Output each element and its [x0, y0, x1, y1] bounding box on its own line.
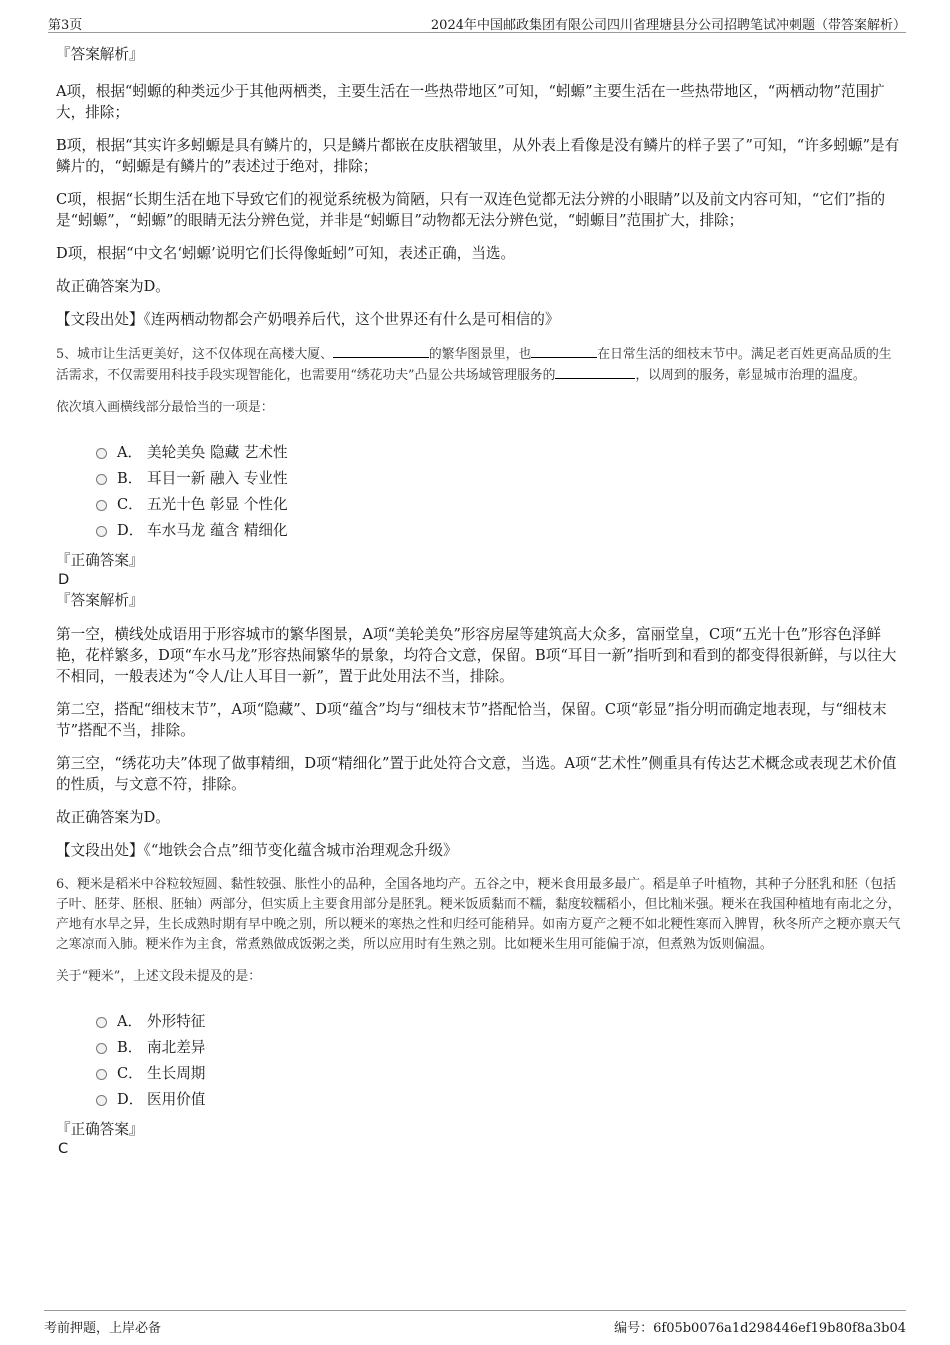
q5-blank-2 [531, 344, 597, 358]
q6-option-d[interactable]: D． 医用价值 [96, 1085, 902, 1111]
radio-icon[interactable] [96, 474, 107, 485]
document-id: 编号：6f05b0076a1d298446ef19b80f8a3b04 [614, 1321, 906, 1336]
q5-analysis-1: 第一空，横线处成语用于形容城市的繁华图景，A项“美轮美奂”形容房屋等建筑高大众多，富丽堂皇，C项“五光十色”形容色泽鲜艳，花样繁多，D项“车水马龙”形容热闹繁华的景象，均符合文意，保留。B项“耳目一新”指听到和看到的都变得很新鲜，与以往大不相同，一般表述为“令人/让人耳目一新”，置于此处用法不当，排除。 [56, 626, 897, 685]
q6-stem: 6、粳米是稻米中谷粒较短圆、黏性较强、胀性小的品种，全国各地均产。五谷之中，粳米食用最多最广。稻是单子叶植物，其种子分胚乳和胚（包括子叶、胚芽、胚根、胚轴）两部分，但实质上主要食用部分是胚乳。粳米饭质黏而不糯，黏度较糯稻小，但比籼米强。粳米在我国种植地有南北之分，产地有水旱之异，生长成熟时期有早中晚之别，所以粳米的寒热之性和归经可能稍异。如南方夏产之粳不如北粳性寒而入脾胃，秋冬所产之粳亦禀天气之寒凉而入肺。粳米作为主食，常煮熟做成饭粥之类，所以应用时有生熟之别。比如粳米生用可能偏于凉，但煮熟为饭则偏温。 [56, 877, 901, 952]
q5-options [96, 438, 902, 542]
q5-blank-1 [333, 344, 429, 358]
q6-correct-answer: C [58, 1140, 69, 1157]
q5-option-b[interactable]: B． 耳目一新 融入 专业性 [96, 464, 902, 490]
page-header [48, 10, 906, 33]
radio-icon[interactable] [96, 1017, 107, 1028]
page-content [56, 44, 902, 1161]
q6-option-a[interactable]: A． 外形特征 [96, 1007, 902, 1033]
q6-correct-heading: 『正确答案』 [56, 1121, 144, 1138]
q4-analysis-c: C项，根据“长期生活在地下导致它们的视觉系统极为简陋，只有一双连色觉都无法分辨的小眼睛”以及前文内容可知，“它们”指的是“蚓螈”，“蚓螈”的眼睛无法分辨色觉，并非是“蚓螈目”动物都无法分辨色觉，“蚓螈目”范围扩大，排除； [56, 191, 886, 229]
q4-analysis-d: D项，根据“中文名‘蚓螈’说明它们长得像蚯蚓”可知，表述正确，当选。 [56, 245, 516, 262]
q4-conclusion: 故正确答案为D。 [56, 278, 170, 295]
page-footer [44, 1310, 906, 1341]
q4-analysis-b: B项，根据“其实许多蚓螈是具有鳞片的，只是鳞片都嵌在皮肤褶皱里，从外表上看像是没有鳞片的样子罢了”可知，“许多蚓螈”是有鳞片的，“蚓螈是有鳞片的”表述过于绝对，排除； [56, 137, 900, 175]
q5-option-d[interactable]: D． 车水马龙 蕴含 精细化 [96, 516, 902, 542]
q5-analysis-3: 第三空，“绣花功夫”体现了做事精细，D项“精细化”置于此处符合文意，当选。A项“艺术性”侧重具有传达艺术概念或表现艺术价值的性质，与文意不符，排除。 [56, 755, 897, 793]
radio-icon[interactable] [96, 1095, 107, 1106]
q5-analysis-heading: 『答案解析』 [56, 592, 144, 609]
q4-source: 【文段出处】《连两栖动物都会产奶喂养后代，这个世界还有什么是可相信的》 [56, 311, 560, 328]
q6-options [96, 1007, 902, 1111]
q5-stem: 5、城市让生活更美好，这不仅体现在高楼大厦、 的繁华图景里，也 在日常生活的细枝末节中。满足老百姓更高品质的生活需求，不仅需要用科技手段实现智能化，也需要用“绣花功夫”凸显公共场域管理服务的 ，以周到的服务，彰显城市治理的温度。 [56, 344, 902, 386]
q5-option-a[interactable]: A． 美轮美奂 隐藏 艺术性 [96, 438, 902, 464]
radio-icon[interactable] [96, 1069, 107, 1080]
q6-option-c[interactable]: C． 生长周期 [96, 1059, 902, 1085]
q4-analysis-a: A项，根据“蚓螈的种类远少于其他两栖类，主要生活在一些热带地区”可知，“蚓螈”主要生活在一些热带地区，“两栖动物”范围扩大，排除； [56, 83, 885, 121]
q5-source: 【文段出处】《“地铁会合点”细节变化蕴含城市治理观念升级》 [56, 842, 458, 859]
q5-prompt: 依次填入画横线部分最恰当的一项是： [56, 400, 274, 415]
radio-icon[interactable] [96, 526, 107, 537]
q6-prompt: 关于“粳米”，上述文段未提及的是： [56, 969, 262, 984]
radio-icon[interactable] [96, 500, 107, 511]
document-title: 2024年中国邮政集团有限公司四川省理塘县分公司招聘笔试冲刺题（带答案解析） [430, 18, 906, 33]
footer-slogan: 考前押题，上岸必备 [44, 1321, 162, 1336]
q5-correct-heading: 『正确答案』 [56, 552, 144, 569]
q5-conclusion: 故正确答案为D。 [56, 809, 170, 826]
radio-icon[interactable] [96, 1043, 107, 1054]
q5-analysis-2: 第二空，搭配“细枝末节”，A项“隐藏”、D项“蕴含”均与“细枝末节”搭配恰当，保留。C项“彰显”指分明而确定地表现，与“细枝末节”搭配不当，排除。 [56, 701, 887, 739]
q6-option-b[interactable]: B． 南北差异 [96, 1033, 902, 1059]
radio-icon[interactable] [96, 448, 107, 459]
page-number: 第3页 [48, 18, 83, 33]
q4-analysis-heading: 『答案解析』 [56, 46, 144, 63]
q5-blank-3 [555, 365, 635, 379]
q5-correct-answer: D [58, 571, 70, 588]
q5-option-c[interactable]: C． 五光十色 彰显 个性化 [96, 490, 902, 516]
